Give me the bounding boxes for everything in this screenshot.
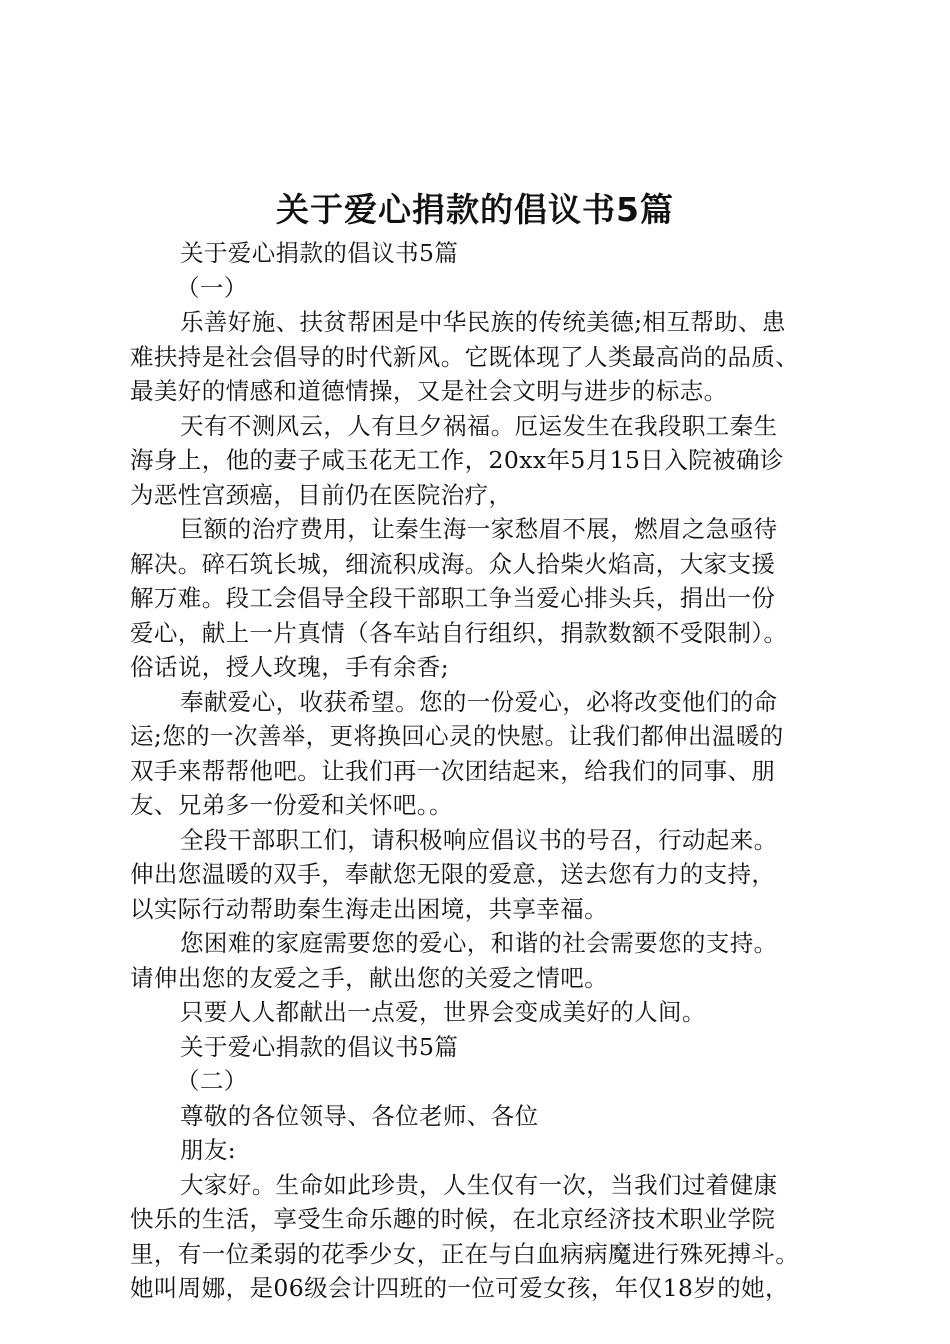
paragraph-line: 友、兄弟多一份爱和关怀吧。。 — [130, 791, 453, 819]
salutation-line: 尊敬的各位领导、各位老师、各位 — [180, 1101, 539, 1130]
section-number: （二） — [176, 1067, 248, 1095]
paragraph-line: 她叫周娜，是06级会计四班的一位可爱女孩，年仅18岁的她， — [130, 1274, 789, 1302]
paragraph-line: 伸出您温暖的双手，奉献您无限的爱意，送去您有力的支持， — [130, 860, 776, 888]
section-heading: 关于爱心捐款的倡议书5篇 — [180, 1032, 459, 1061]
document-title: 关于爱心捐款的倡议书5篇 — [276, 190, 674, 229]
section-heading: 关于爱心捐款的倡议书5篇 — [180, 239, 459, 267]
paragraph-line: 海身上，他的妻子咸玉花无工作，20xx年5月15日入院被确诊 — [130, 446, 784, 474]
paragraph-line: 奉献爱心，收获希望。您的一份爱心，必将改变他们的命 — [180, 687, 778, 716]
paragraph-line: 解决。碎石筑长城，细流积成海。众人拾柴火焰高，大家支援 — [130, 549, 776, 578]
paragraph-line: 大家好。生命如此珍贵，人生仅有一次，当我们过着健康 — [180, 1170, 778, 1199]
paragraph-line: 俗话说，授人玫瑰，手有余香; — [130, 653, 450, 681]
salutation-line: 朋友: — [180, 1136, 237, 1164]
paragraph-line: 只要人人都献出一点爱，世界会变成美好的人间。 — [180, 998, 706, 1026]
paragraph-line: 请伸出您的友爱之手，献出您的关爱之情吧。 — [130, 963, 608, 992]
paragraph-line: 全段干部职工们，请积极响应倡议书的号召，行动起来。 — [180, 825, 778, 854]
document-body — [130, 236, 835, 1306]
paragraph-line: 双手来帮帮他吧。让我们再一次团结起来，给我们的同事、朋 — [130, 756, 776, 785]
paragraph-line: 运;您的一次善举，更将换回心灵的快慰。让我们都伸出温暖的 — [130, 722, 784, 750]
paragraph-line: 爱心，献上一片真情（各车站自行组织，捐款数额不受限制）。 — [130, 618, 788, 647]
paragraph-line: 巨额的治疗费用，让秦生海一家愁眉不展，燃眉之急亟待 — [180, 515, 778, 543]
paragraph-line: 乐善好施、扶贫帮困是中华民族的传统美德;相互帮助、患 — [180, 308, 786, 336]
paragraph-line: 为恶性宫颈癌，目前仍在医院治疗， — [130, 480, 513, 509]
paragraph-line: 快乐的生活，享受生命乐趣的时候，在北京经济技术职业学院 — [130, 1205, 776, 1233]
paragraph-line: 难扶持是社会倡导的时代新风。它既体现了人类最高尚的品质、 — [130, 342, 800, 371]
section-number: （一） — [176, 273, 248, 302]
paragraph-line: 天有不测风云，人有旦夕祸福。厄运发生在我段职工秦生 — [180, 411, 778, 440]
paragraph-line: 里，有一位柔弱的花季少女，正在与白血病病魔进行殊死搏斗。 — [130, 1239, 800, 1268]
paragraph-line: 解万难。段工会倡导全段干部职工争当爱心排头兵，捐出一份 — [130, 584, 776, 612]
paragraph-line: 最美好的情感和道德情操，又是社会文明与进步的标志。 — [130, 377, 728, 405]
paragraph-line: 以实际行动帮助秦生海走出困境，共享幸福。 — [130, 894, 608, 923]
paragraph-line: 您困难的家庭需要您的爱心，和谐的社会需要您的支持。 — [180, 929, 778, 957]
